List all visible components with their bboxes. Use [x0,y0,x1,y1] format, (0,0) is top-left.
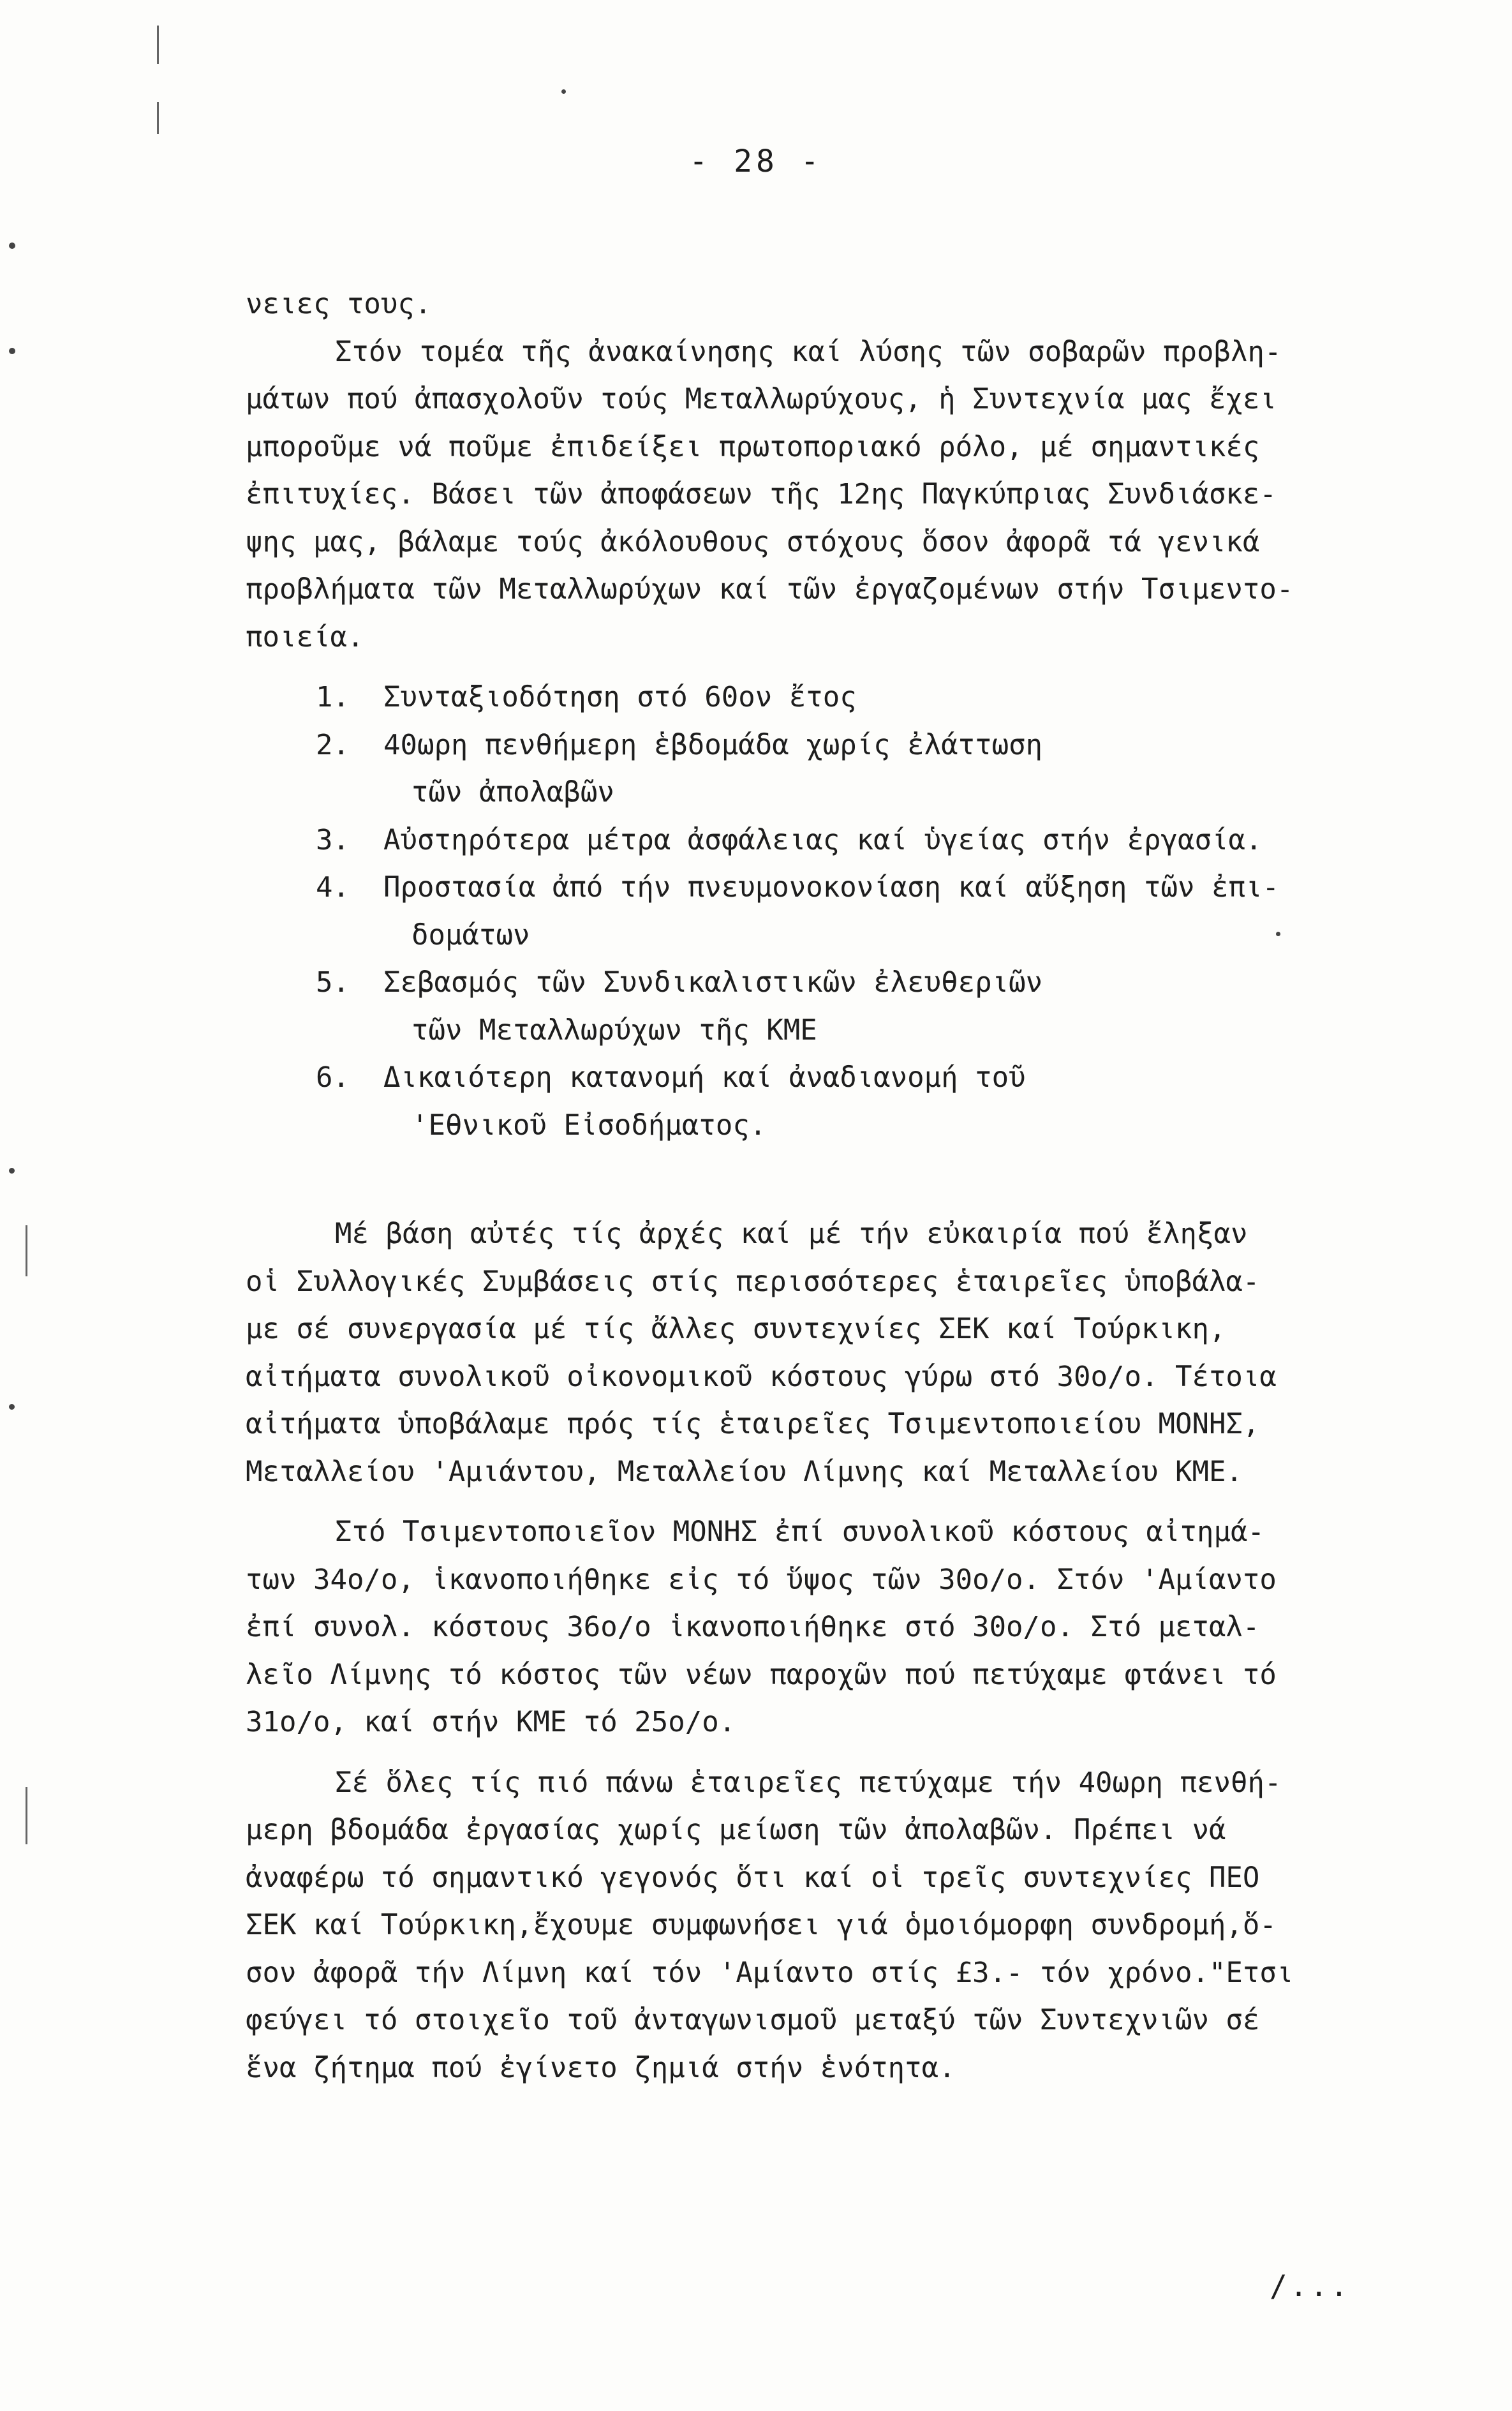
list-item-continuation: δομάτων [411,918,530,952]
body-text [246,281,1442,2092]
list-item-text: 40ωρη πενθήμερη ἑβδομάδα χωρίς ἐλάττωση [383,728,1043,761]
scan-speck [1276,932,1280,936]
paragraph-renovation [246,329,1442,662]
list-item [246,722,1442,770]
list-item-number: 4. [316,871,350,904]
list-item [246,674,1442,722]
list-item-number: 2. [316,728,350,761]
text-line: λεῖο Λίμνης τό κόστος τῶν νέων παροχῶν πού πετύχαμε φτάνει τό [246,1658,1277,1691]
page-number: - 28 - [689,144,823,179]
text-line: ΣΕΚ καί Τούρκικη,ἔχουμε συμφωνήσει γιά ὁμοιόμορφη συνδρομή,ὅ- [246,1909,1277,1941]
text-line: Στόν τομέα τῆς ἀνακαίνησης καί λύσης τῶν σοβαρῶν προβλη- [335,335,1282,368]
text-line: νειες τους. [246,288,432,320]
scan-speck [561,89,566,94]
list-item [246,959,1442,1007]
text-line: ψης μας, βάλαμε τούς ἀκόλουθους στόχους ὅσον ἀφορᾶ τά γενικά [246,525,1260,558]
goals-list [246,674,1442,1149]
list-item-continuation: τῶν ἀπολαβῶν [411,776,614,809]
scan-margin-mark [157,102,159,134]
text-line: ποιεία. [246,620,364,653]
scan-speck [9,1168,15,1174]
list-item-number: 5. [316,966,350,999]
list-item-text: Συνταξιοδότηση στό 60ον ἔτος [383,681,857,713]
text-line: αἰτήματα ὑποβάλαμε πρός τίς ἑταιρεῖες Τσιμεντοποιείου ΜΟΝΗΣ, [246,1408,1260,1440]
scan-margin-mark [26,1225,27,1276]
list-item-number: 1. [316,681,350,713]
text-line: Μέ βάση αὐτές τίς ἀρχές καί μέ τήν εὐκαιρία πού ἔληξαν [335,1218,1248,1250]
text-line: Στό Τσιμεντοποιεῖον ΜΟΝΗΣ ἐπί συνολικοῦ κόστους αἰτημά- [335,1516,1264,1548]
text-line: αἰτήματα συνολικοῦ οἰκονομικοῦ κόστους γύρω στό 30ο/ο. Τέτοια [246,1360,1277,1393]
list-item [246,817,1442,865]
scan-speck [9,243,15,249]
text-line: ἕνα ζήτημα πού ἐγίνετο ζημιά στήν ἑνότητα. [246,2051,956,2084]
list-item [246,1054,1442,1102]
list-item-number: 6. [316,1061,350,1094]
scan-speck [9,348,15,354]
text-line: προβλήματα τῶν Μεταλλωρύχων καί τῶν ἐργαζομένων στήν Τσιμεντο- [246,573,1294,606]
text-line: οἱ Συλλογικές Συμβάσεις στίς περισσότερες ἑταιρεῖες ὑποβάλα- [246,1265,1260,1298]
text-line: μάτων πού ἀπασχολοῦν τούς Μεταλλωρύχους, ἡ Συντεχνία μας ἔχει [246,383,1277,415]
scan-margin-mark [157,26,159,64]
text-line: φεύγει τό στοιχεῖο τοῦ ἀνταγωνισμοῦ μεταξύ τῶν Συντεχνιῶν σέ [246,2004,1260,2036]
list-item-number: 3. [316,823,350,856]
list-item-continuation: 'Εθνικοῦ Εἰσοδήματος. [411,1108,767,1142]
text-line: 31ο/ο, καί στήν ΚΜΕ τό 25ο/ο. [246,1706,736,1738]
list-item-text: Δικαιότερη κατανομή καί ἀναδιανομή τοῦ [383,1061,1026,1094]
text-line: σον ἀφορᾶ τήν Λίμνη καί τόν 'Αμίαντο στίς £3.- τόν χρόνο."Ετσι [246,1956,1294,1989]
text-line: ἐπιτυχίες. Βάσει τῶν ἀποφάσεων τῆς 12ης Παγκύπριας Συνδιάσκε- [246,478,1277,511]
paragraph-continuation [246,281,1442,329]
text-line: Μεταλλείου 'Αμιάντου, Μεταλλείου Λίμνης καί Μεταλλείου ΚΜΕ. [246,1455,1243,1488]
scan-margin-mark [26,1787,27,1844]
text-line: μποροῦμε νά ποῦμε ἐπιδείξει πρωτοποριακό ρόλο, μέ σημαντικές [246,430,1260,463]
list-item-text: Προστασία ἀπό τήν πνευμονοκονίαση καί αὔξηση τῶν ἐπι- [383,871,1279,904]
list-item [246,864,1442,912]
list-item-text: Σεβασμός τῶν Συνδικαλιστικῶν ἐλευθεριῶν [383,966,1043,999]
paragraph-results [246,1509,1442,1747]
text-line: Σέ ὅλες τίς πιό πάνω ἑταιρεῖες πετύχαμε τήν 40ωρη πενθή- [335,1766,1282,1799]
scan-speck [9,1404,15,1410]
text-line: των 34ο/ο, ἱκανοποιήθηκε εἰς τό ὕψος τῶν 30ο/ο. Στόν 'Αμίαντο [246,1563,1277,1596]
continuation-mark: /... [1270,2269,1351,2303]
list-item-text: Αὐστηρότερα μέτρα ἀσφάλειας καί ὑγείας στήν ἐργασία. [383,823,1263,856]
text-line: με σέ συνεργασία μέ τίς ἄλλες συντεχνίες ΣΕΚ καί Τούρκικη, [246,1313,1226,1345]
paragraph-collective-agreements [246,1211,1442,1496]
text-line: ἀναφέρω τό σημαντικό γεγονός ὅτι καί οἱ τρεῖς συντεχνίες ΠΕΟ [246,1861,1260,1894]
list-item-continuation: τῶν Μεταλλωρύχων τῆς ΚΜΕ [411,1013,817,1047]
paragraph-40-hour-week [246,1759,1442,2093]
text-line: ἐπί συνολ. κόστους 36ο/ο ἱκανοποιήθηκε στό 30ο/ο. Στό μεταλ- [246,1611,1260,1643]
text-line: μερη βδομάδα ἐργασίας χωρίς μείωση τῶν ἀπολαβῶν. Πρέπει νά [246,1814,1226,1846]
